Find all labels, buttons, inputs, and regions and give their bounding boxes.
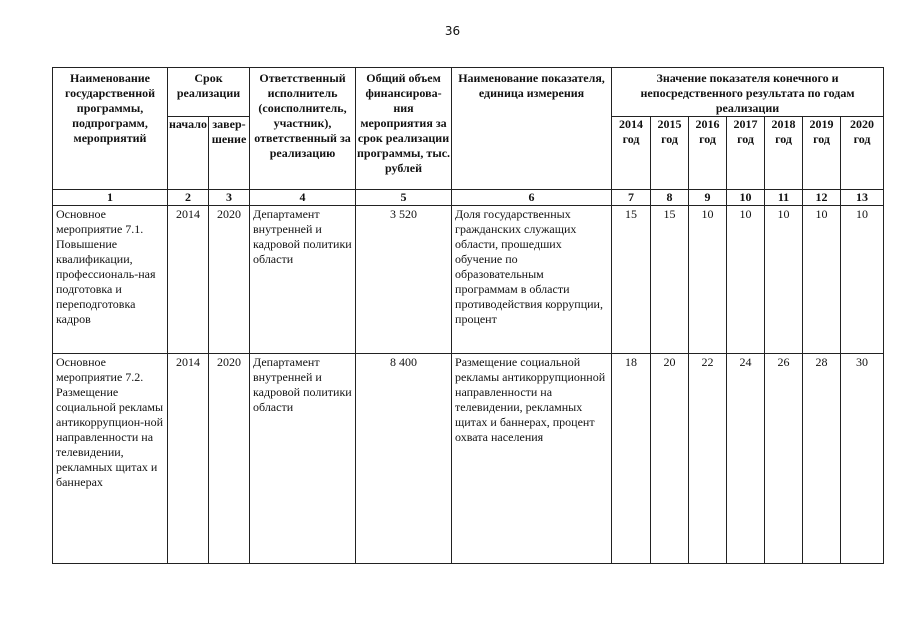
end-year: 2020 (209, 354, 250, 564)
value-2016: 22 (689, 354, 727, 564)
column-number: 13 (841, 190, 884, 206)
value-2018: 26 (765, 354, 803, 564)
indicators-table (52, 67, 884, 564)
value-2019: 28 (803, 354, 841, 564)
activity-name: Основное мероприятие 7.1. Повышение квалификации, профессиональ-ная подготовка и переподготовка кадров (53, 206, 168, 354)
header-indicator: Наименование показателя, единица измерения (452, 68, 612, 190)
header-year-2018: 2018 год (765, 117, 803, 190)
column-number: 7 (612, 190, 651, 206)
table-row (53, 354, 884, 564)
column-number: 9 (689, 190, 727, 206)
column-number: 10 (727, 190, 765, 206)
header-funding: Общий объем финансирова-ния мероприятия за срок реализации программы, тыс. рублей (356, 68, 452, 190)
column-number: 12 (803, 190, 841, 206)
column-number: 5 (356, 190, 452, 206)
column-number: 1 (53, 190, 168, 206)
column-number: 6 (452, 190, 612, 206)
column-number: 3 (209, 190, 250, 206)
value-2014: 18 (612, 354, 651, 564)
header-responsible: Ответственный исполнитель (соисполнитель, участник), ответственный за реализацию (250, 68, 356, 190)
value-2019: 10 (803, 206, 841, 354)
header-year-2015: 2015 год (651, 117, 689, 190)
end-year: 2020 (209, 206, 250, 354)
value-2014: 15 (612, 206, 651, 354)
value-2018: 10 (765, 206, 803, 354)
table-row (53, 206, 884, 354)
header-term-end: завер-шение (209, 117, 250, 190)
value-2015: 20 (651, 354, 689, 564)
header-program-name: Наименование государственной программы, подпрограмм, мероприятий (53, 68, 168, 190)
indicator-name: Размещение социальной рекламы антикоррупционной направленности на телевидении, рекламных щитах и баннерах, процент охвата населения (452, 354, 612, 564)
header-year-2019: 2019 год (803, 117, 841, 190)
header-term: Срок реализации (168, 68, 250, 117)
header-year-2016: 2016 год (689, 117, 727, 190)
value-2020: 10 (841, 206, 884, 354)
responsible-executor: Департамент внутренней и кадровой политики области (250, 206, 356, 354)
page-number: 36 (444, 24, 461, 38)
value-2017: 10 (727, 206, 765, 354)
funding-amount: 3 520 (356, 206, 452, 354)
header-year-2020: 2020 год (841, 117, 884, 190)
activity-name: Основное мероприятие 7.2. Размещение социальной рекламы антикоррупцион-ной направленности на телевидении, рекламных щитах и баннерах (53, 354, 168, 564)
funding-amount: 8 400 (356, 354, 452, 564)
start-year: 2014 (168, 354, 209, 564)
header-values-by-year: Значение показателя конечного и непосредственного результата по годам реализации (612, 68, 884, 117)
header-year-2017: 2017 год (727, 117, 765, 190)
start-year: 2014 (168, 206, 209, 354)
indicator-name: Доля государственных гражданских служащих области, прошедших обучение по образовательным программам в области противодействия коррупции, процент (452, 206, 612, 354)
column-number: 4 (250, 190, 356, 206)
column-number: 2 (168, 190, 209, 206)
column-number: 8 (651, 190, 689, 206)
value-2017: 24 (727, 354, 765, 564)
value-2016: 10 (689, 206, 727, 354)
column-numbers-row (53, 190, 884, 206)
value-2015: 15 (651, 206, 689, 354)
header-year-2014: 2014 год (612, 117, 651, 190)
value-2020: 30 (841, 354, 884, 564)
responsible-executor: Департамент внутренней и кадровой политики области (250, 354, 356, 564)
column-number: 11 (765, 190, 803, 206)
header-term-start: начало (168, 117, 209, 190)
